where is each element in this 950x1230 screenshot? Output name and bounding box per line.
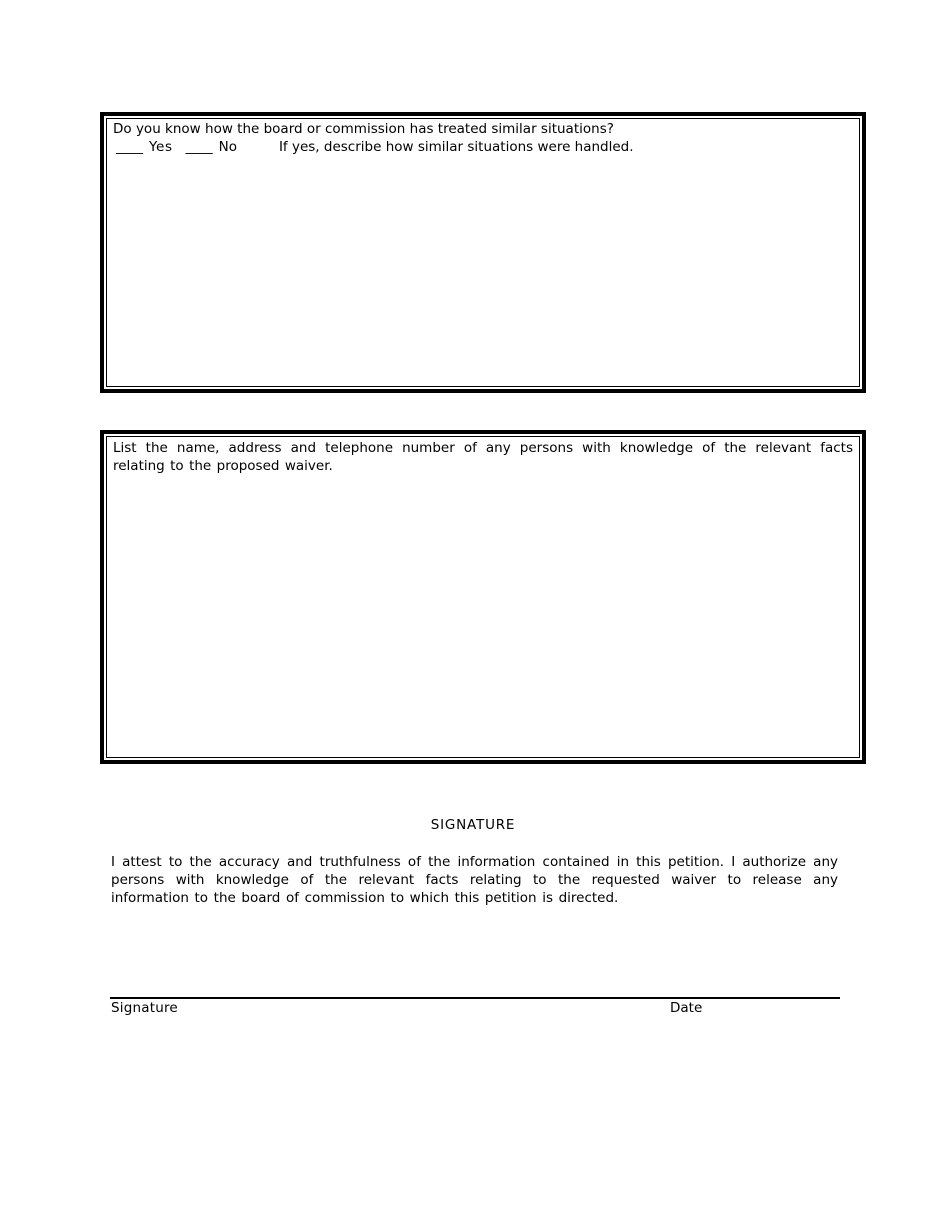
if-yes-instruction: If yes, describe how similar situations were handled. — [278, 138, 634, 155]
similar-situations-box — [100, 112, 866, 393]
knowledgeable-persons-box — [100, 430, 866, 764]
yes-blank[interactable]: ____ — [116, 138, 143, 155]
knowledgeable-persons-box-inner[interactable] — [106, 436, 860, 758]
no-blank[interactable]: ____ — [185, 138, 213, 155]
signature-line[interactable] — [110, 997, 840, 999]
yes-label: Yes — [149, 138, 173, 155]
signature-heading — [0, 817, 950, 833]
signature-label: Signature — [111, 1000, 178, 1016]
knowledgeable-persons-instruction: List the name, address and telephone number of any persons with knowledge of the relevant facts relating to the proposed waiver. — [113, 440, 853, 474]
similar-situations-box-inner[interactable] — [106, 118, 860, 387]
similar-situations-question: Do you know how the board or commission has treated similar situations? — [113, 121, 614, 137]
date-label: Date — [670, 1000, 703, 1016]
attestation-paragraph: I attest to the accuracy and truthfulness of the information contained in this petition. I authorize any persons with knowledge of the relevant facts relating to the requested waiver to release any information to the board of commission to which this petition is directed. — [111, 854, 838, 906]
signature-heading-text: SIGNATURE — [430, 817, 516, 833]
no-label: No — [218, 138, 237, 155]
yes-no-row — [113, 139, 853, 157]
